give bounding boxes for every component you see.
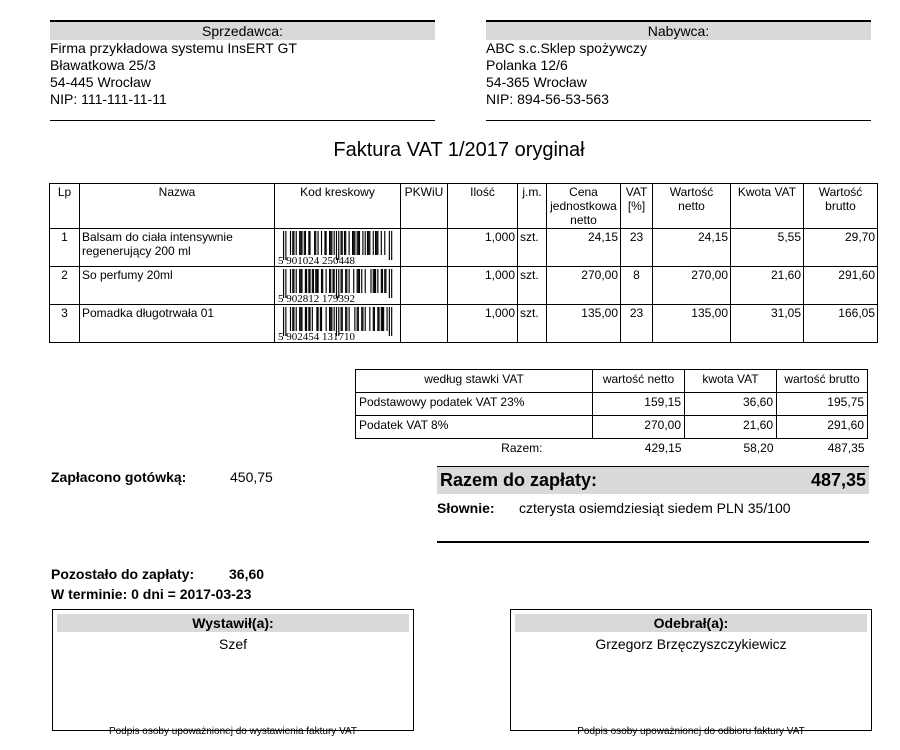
barcode-bar [345, 307, 346, 331]
barcode-bar [391, 269, 392, 298]
barcode-bar [314, 231, 315, 255]
row-unit-price: 270,00 [547, 267, 621, 305]
barcode-bar [384, 269, 385, 293]
row-net: 135,00 [653, 305, 731, 343]
vat-col-vat: kwota VAT [685, 370, 777, 393]
barcode-bar [312, 269, 313, 293]
barcode-image [277, 306, 395, 341]
vat-net: 159,15 [593, 393, 685, 416]
vat-row [356, 393, 868, 416]
col-pkwiu: PKWiU [401, 184, 448, 229]
barcode-bar [324, 231, 325, 255]
barcode-bar [368, 231, 369, 255]
barcode-bar [365, 307, 366, 331]
barcode-bar [301, 231, 302, 255]
barcode-image [277, 230, 395, 265]
barcode-bar [387, 307, 388, 331]
barcode-bar [346, 269, 347, 293]
total-divider [437, 541, 869, 543]
row-vat-amount: 5,55 [731, 229, 804, 267]
receiver-caption: Podpis osoby upoważnionej do odbioru faktury VAT [577, 726, 805, 737]
barcode-bar [299, 269, 300, 293]
barcode-bar [300, 269, 301, 293]
barcode-bar [374, 269, 375, 293]
barcode-bar [365, 231, 366, 255]
barcode-bar [384, 231, 385, 255]
barcode-digits: 5 901024 250448 [278, 255, 355, 265]
barcode-bar [349, 307, 350, 331]
barcode-bar [342, 269, 343, 293]
barcode-bar [290, 307, 291, 331]
seller-name: Firma przykładowa systemu InsERT GT [50, 40, 297, 56]
barcode-bar [322, 269, 323, 293]
barcode-bar [341, 307, 342, 331]
vat-rate: Podatek VAT 8% [356, 416, 593, 439]
barcode-bar [369, 307, 370, 331]
col-vat: VAT [%] [621, 184, 653, 229]
barcode-bar [334, 307, 335, 331]
col-unit: j.m. [518, 184, 547, 229]
barcode-bar [299, 231, 300, 255]
barcode-bar [305, 307, 306, 331]
barcode-bar [318, 307, 319, 331]
total-label: Razem do zapłaty: [440, 470, 598, 490]
barcode-bar [309, 231, 310, 255]
barcode-bar [301, 307, 302, 331]
barcode-bar [381, 269, 382, 293]
barcode-bar [373, 307, 374, 331]
total-value: 487,35 [810, 470, 866, 490]
barcode-bar [389, 269, 390, 298]
remaining-label: Pozostało do zapłaty: [51, 566, 195, 582]
buyer-name: ABC s.c.Sklep spożywczy [486, 40, 648, 56]
barcode-bar [326, 307, 327, 331]
barcode-bar [301, 269, 302, 293]
receiver-signature-box [510, 609, 872, 731]
barcode-bar [320, 307, 321, 331]
barcode-bar [353, 231, 354, 255]
row-gross: 166,05 [804, 305, 878, 343]
buyer-divider [486, 108, 871, 121]
issuer-name: Szef [218, 636, 247, 652]
barcode-bar [375, 269, 376, 293]
col-barcode: Kod kreskowy [275, 184, 401, 229]
items-table [49, 183, 878, 343]
barcode-bar [334, 231, 335, 255]
table-row [50, 267, 878, 305]
col-net: Wartość netto [653, 184, 731, 229]
seller-header: Sprzedawca: [50, 20, 435, 40]
barcode-bar [292, 231, 293, 255]
words-label: Słownie: [437, 500, 495, 516]
barcode-bar [332, 269, 333, 293]
buyer-header: Nabywca: [486, 20, 871, 40]
row-vat: 8 [621, 267, 653, 305]
barcode-bar [367, 231, 368, 255]
row-vat-amount: 21,60 [731, 267, 804, 305]
issuer-signature-box [52, 609, 414, 731]
barcode-bar [377, 269, 378, 293]
col-lp: Lp [50, 184, 80, 229]
barcode-bar [321, 269, 322, 293]
payment-term: W terminie: 0 dni = 2017-03-23 [51, 586, 252, 602]
barcode-bar [305, 231, 306, 255]
col-name: Nazwa [80, 184, 275, 229]
barcode-bar [354, 307, 355, 331]
barcode-bar [330, 269, 331, 293]
barcode-bar [300, 307, 301, 331]
barcode-bar [377, 307, 378, 331]
row-barcode [275, 267, 401, 305]
barcode-bar [293, 231, 294, 255]
receiver-name: Grzegorz Brzęczyszczykiewicz [595, 636, 787, 652]
row-unit: szt. [518, 305, 547, 343]
vat-col-rate: według stawki VAT [356, 370, 593, 393]
barcode-bar [378, 307, 379, 331]
barcode-bar [345, 269, 346, 293]
barcode-bar [377, 231, 378, 255]
barcode-bar [365, 269, 366, 293]
row-qty: 1,000 [448, 267, 518, 305]
barcode-bar [341, 269, 342, 293]
row-pkwiu [401, 267, 448, 305]
barcode-bar [358, 231, 359, 255]
barcode-bar [383, 307, 384, 331]
row-unit: szt. [518, 267, 547, 305]
barcode-bar [353, 269, 354, 293]
remaining-block [51, 564, 264, 604]
barcode-bar [292, 307, 293, 331]
vat-amount: 21,60 [685, 416, 777, 439]
total-box [437, 466, 869, 516]
barcode-bar [344, 231, 345, 255]
barcode-bar [361, 269, 362, 293]
seller-nip: NIP: 111-111-11-11 [50, 91, 167, 107]
barcode-bar [391, 307, 392, 336]
remaining-value: 36,60 [229, 566, 265, 582]
barcode-bar [316, 269, 317, 293]
row-gross: 291,60 [804, 267, 878, 305]
barcode-bar [349, 269, 350, 293]
barcode-bar [382, 307, 383, 331]
barcode-bar [357, 231, 358, 255]
barcode-bar [290, 231, 291, 255]
table-row [50, 305, 878, 343]
barcode-bar [354, 231, 355, 255]
barcode-bar [358, 307, 359, 331]
row-lp: 3 [50, 305, 80, 343]
barcode-bar [361, 307, 362, 331]
seller-divider [50, 108, 435, 121]
barcode-bar [321, 231, 322, 255]
barcode-bar [374, 307, 375, 331]
barcode-bar [381, 307, 382, 331]
barcode-bar [362, 307, 363, 331]
amount-in-words [437, 500, 869, 516]
barcode-bar [290, 269, 291, 293]
barcode-bar [306, 269, 307, 293]
barcode-bar [346, 307, 347, 331]
barcode-bar [373, 231, 374, 255]
barcode-bar [321, 307, 322, 331]
barcode-bar [331, 307, 332, 331]
row-gross: 29,70 [804, 229, 878, 267]
row-vat-amount: 31,05 [731, 305, 804, 343]
items-header-row [50, 184, 878, 229]
barcode-bar [382, 269, 383, 293]
barcode-bar [359, 269, 360, 293]
barcode-bar [342, 231, 343, 255]
row-pkwiu [401, 229, 448, 267]
table-row [50, 229, 878, 267]
barcode-bar [330, 307, 331, 331]
row-vat: 23 [621, 305, 653, 343]
barcode-bar [296, 231, 297, 255]
vat-total-net: 429,15 [644, 441, 682, 455]
invoice-title: Faktura VAT 1/2017 oryginał [333, 139, 585, 161]
barcode-bar [315, 231, 316, 255]
barcode-bar [359, 231, 360, 255]
barcode-digits: 5 902454 131710 [278, 331, 355, 341]
buyer-city: 54-365 Wrocław [486, 74, 587, 90]
buyer-nip: NIP: 894-56-53-563 [486, 91, 609, 107]
barcode-bar [331, 231, 332, 255]
barcode-bar [362, 231, 363, 255]
paid-value: 450,75 [230, 469, 273, 485]
row-name: Pomadka długotrwała 01 [80, 305, 275, 343]
barcode-bar [309, 269, 310, 293]
barcode-bar [315, 269, 316, 293]
row-unit-price: 135,00 [547, 305, 621, 343]
receiver-header: Odebrał(a): [515, 614, 867, 632]
barcode-bar [369, 231, 370, 255]
row-name: Balsam do ciała intensywnie regenerujący 200 ml [80, 229, 275, 267]
barcode-bar [312, 307, 313, 331]
issuer-header: Wystawił(a): [57, 614, 409, 632]
barcode-bar [316, 307, 317, 331]
vat-total-gross: 487,35 [827, 441, 865, 455]
vat-net: 270,00 [593, 416, 685, 439]
barcode-bar [385, 269, 386, 293]
row-vat: 23 [621, 229, 653, 267]
row-qty: 1,000 [448, 305, 518, 343]
barcode-bar [358, 269, 359, 293]
barcode-bar [308, 269, 309, 293]
row-pkwiu [401, 305, 448, 343]
barcode-image [277, 268, 395, 303]
vat-summary-table [355, 369, 868, 461]
barcode-bar [349, 231, 350, 255]
barcode-bar [375, 231, 376, 255]
barcode-bar [389, 231, 390, 260]
vat-col-net: wartość netto [593, 370, 685, 393]
seller-street: Bławatkowa 25/3 [50, 57, 156, 73]
vat-col-gross: wartość brutto [777, 370, 868, 393]
barcode-bar [293, 269, 294, 293]
col-gross: Wartość brutto [804, 184, 878, 229]
barcode-bar [329, 231, 330, 255]
barcode-bar [318, 269, 319, 293]
col-qty: Ilość [448, 184, 518, 229]
vat-rate: Podstawowy podatek VAT 23% [356, 393, 593, 416]
row-unit: szt. [518, 229, 547, 267]
row-barcode [275, 305, 401, 343]
barcode-bar [345, 231, 346, 255]
barcode-bar [376, 231, 377, 255]
row-net: 24,15 [653, 229, 731, 267]
col-vat-amount: Kwota VAT [731, 184, 804, 229]
row-lp: 2 [50, 267, 80, 305]
barcode-digits: 5 902812 179392 [278, 293, 355, 303]
vat-total-row [356, 439, 868, 462]
barcode-bar [341, 231, 342, 255]
row-name: So perfumy 20ml [80, 267, 275, 305]
barcode-bar [330, 231, 331, 255]
barcode-bar [373, 269, 374, 293]
barcode-bar [329, 307, 330, 331]
barcode-bar [308, 307, 309, 331]
row-barcode [275, 229, 401, 267]
barcode-bar [352, 231, 353, 255]
barcode-bar [292, 269, 293, 293]
barcode-bar [318, 231, 319, 255]
barcode-bar [309, 307, 310, 331]
seller-city: 54-445 Wrocław [50, 74, 151, 90]
barcode-bar [305, 269, 306, 293]
vat-gross: 195,75 [777, 393, 868, 416]
barcode-bar [296, 307, 297, 331]
barcode-bar [296, 269, 297, 293]
barcode-bar [299, 307, 300, 331]
barcode-bar [293, 307, 294, 331]
words-value: czterysta osiemdziesiąt siedem PLN 35/100 [519, 500, 791, 516]
vat-row [356, 416, 868, 439]
vat-amount: 36,60 [685, 393, 777, 416]
row-lp: 1 [50, 229, 80, 267]
vat-header-row [356, 370, 868, 393]
barcode-bar [357, 269, 358, 293]
buyer-street: Polanka 12/6 [486, 57, 568, 73]
vat-gross: 291,60 [777, 416, 868, 439]
barcode-bar [313, 269, 314, 293]
issuer-caption: Podpis osoby upoważnionej do wystawienia faktury VAT [108, 726, 358, 737]
barcode-bar [308, 231, 309, 255]
total-bar [437, 466, 869, 494]
barcode-bar [391, 231, 392, 260]
vat-total-label: Razem: [501, 441, 543, 455]
barcode-bar [342, 307, 343, 331]
seller-block [50, 20, 435, 121]
row-net: 270,00 [653, 267, 731, 305]
barcode-bar [370, 269, 371, 293]
barcode-bar [389, 307, 390, 336]
row-unit-price: 24,15 [547, 229, 621, 267]
vat-total-vat: 58,20 [743, 441, 774, 455]
barcode-bar [329, 269, 330, 293]
col-unit-price: Cena jednostkowa netto [547, 184, 621, 229]
barcode-bar [306, 307, 307, 331]
row-qty: 1,000 [448, 229, 518, 267]
barcode-bar [334, 269, 335, 293]
paid-label: Zapłacono gotówką: [51, 469, 187, 485]
barcode-bar [300, 231, 301, 255]
buyer-block [486, 20, 871, 121]
barcode-bar [304, 231, 305, 255]
barcode-bar [357, 307, 358, 331]
barcode-bar [326, 269, 327, 293]
barcode-bar [326, 231, 327, 255]
barcode-bar [381, 231, 382, 255]
